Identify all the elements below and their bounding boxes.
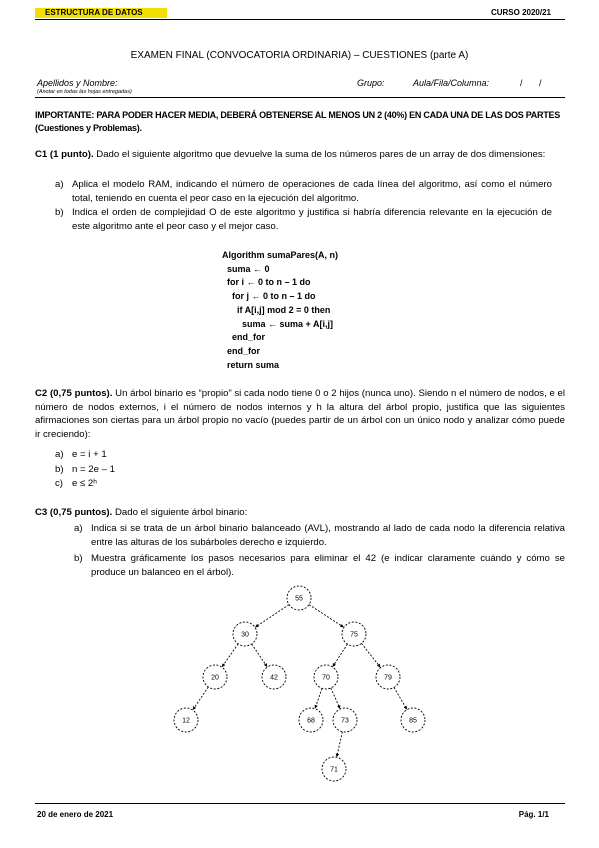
tree-node-label: 79 <box>384 674 392 682</box>
algorithm-line: suma ← suma + A[i,j] <box>222 318 333 329</box>
header-course: CURSO 2020/21 <box>490 8 551 17</box>
tree-edge-arrow <box>336 753 339 757</box>
tree-node-label: 12 <box>182 717 190 725</box>
c2-label: C2 (0,75 puntos). <box>35 388 113 399</box>
c2-item-label: c) <box>55 478 63 489</box>
c2-item-label: b) <box>55 463 64 475</box>
c2-text: Un árbol binario es “propio” si cada nodo tiene 0 o 2 hijos (nunca uno). Siendo n el número de nodos, e el número de nodos externos, i el número de nodos internos y h la altura del árbol propio, justifica que las siguientes afirmaciones son ciertas para un árbol propio no vacío (puedes partir de un árbol con un único nodo y analizar cómo puede ir creciendo): <box>35 388 566 440</box>
footer-page: Pág. 1/1 <box>518 810 549 819</box>
tree-node-label: 30 <box>241 631 249 639</box>
c3-label: C3 (0,75 puntos). <box>35 507 113 518</box>
c3-item-a-text: Indica si se trata de un árbol binario balanceado (AVL), mostrando al lado de cada nodo la diferencia relativa entre las alturas de los subárboles derecho e izquierdo. <box>91 523 565 548</box>
tree-edge <box>361 643 378 665</box>
tree-edge-arrow <box>315 705 318 709</box>
tree-node-label: 85 <box>409 717 417 725</box>
seat-label: Aula/Fila/Columna: <box>413 78 490 88</box>
tree-edge <box>334 644 347 664</box>
important-note: IMPORTANTE: PARA PODER HACER MEDIA, DEBERÁ OBTENERSE AL MENOS UN 2 (40%) EN CADA UNA DE LAS DOS PARTES (Cuestiones y Problemas). <box>35 110 561 133</box>
group-label: Grupo: <box>357 78 385 88</box>
tree-edge <box>337 732 342 755</box>
tree-node-label: 75 <box>350 631 358 639</box>
tree-edge <box>331 688 339 706</box>
tree-edge-arrow <box>222 663 225 667</box>
c2-item-text: e ≤ 2ʰ <box>72 478 97 489</box>
footer-date: 20 de enero de 2021 <box>37 810 114 819</box>
name-note: (Anotar en todas las hojas entregadas) <box>37 89 132 95</box>
algorithm-line: return suma <box>222 359 280 370</box>
c2-item-text: n = 2e – 1 <box>72 463 115 475</box>
tree-edge <box>257 605 289 626</box>
c3-item-a-label: a) <box>74 523 83 534</box>
tree-node-label: 55 <box>295 595 303 603</box>
tree-edge <box>194 687 208 708</box>
algorithm-line: for j ← 0 to n – 1 do <box>222 291 316 302</box>
c3-item-b-label: b) <box>74 553 83 564</box>
algorithm-line: suma ← 0 <box>222 263 270 274</box>
c1-item-b-label: b) <box>55 207 64 218</box>
tree-edge <box>224 644 239 665</box>
name-label: Apellidos y Nombre: <box>37 78 118 88</box>
algorithm-line: for i ← 0 to n – 1 do <box>222 277 311 288</box>
tree-edge <box>394 687 405 707</box>
exam-title: EXAMEN FINAL (CONVOCATORIA ORDINARIA) – CUESTIONES (parte A) <box>130 50 469 61</box>
tree-node-label: 71 <box>330 766 338 774</box>
c1-label: C1 (1 punto). <box>35 149 94 160</box>
c2-item-text: e = i + 1 <box>72 449 107 460</box>
tree-edge-arrow <box>193 706 196 710</box>
c3-item-b-text: Muestra gráficamente los pasos necesarios para eliminar el 42 (e indicar claramente cuándo y cómo se produce un balanceo en el árbol). <box>91 553 565 578</box>
c2-item-label: a) <box>55 449 64 460</box>
tree-edge <box>252 644 266 665</box>
c1-text: Dado el siguiente algoritmo que devuelve la suma de los números pares de un array de dos dimensiones: <box>96 149 546 160</box>
c1-item-a-label: a) <box>55 179 64 190</box>
c1-item-a-text: Aplica el modelo RAM, indicando el número de operaciones de cada línea del algoritmo, así como el número total, teniendo en cuenta el peor caso en la ejecución del algoritmo. <box>72 179 552 204</box>
algorithm-line: end_for <box>222 345 261 356</box>
footer-divider <box>35 803 565 804</box>
tree-edge-arrow <box>264 663 267 667</box>
tree-node-label: 73 <box>341 717 349 725</box>
algorithm-line: end_for <box>222 332 266 343</box>
c3-text: Dado el siguiente árbol binario: <box>114 507 248 518</box>
c1-item-b-text: Indica el orden de complejidad O de este algoritmo y justifica si habría diferencia relevante en la ejecución de este algoritmo ante el peor caso y el mejor caso. <box>72 207 552 232</box>
tree-node-label: 70 <box>322 674 330 682</box>
seat-value: / / <box>520 78 542 88</box>
algorithm-line: Algorithm sumaPares(A, n) <box>222 250 339 260</box>
header-subject: ESTRUCTURA DE DATOS <box>35 8 167 18</box>
tree-node-label: 20 <box>211 674 219 682</box>
tree-edge <box>309 605 341 626</box>
tree-node-label: 42 <box>270 674 278 682</box>
tree-edge <box>316 688 322 706</box>
tree-node-label: 68 <box>307 717 315 725</box>
algorithm-line: if A[i,j] mod 2 = 0 then <box>222 304 331 315</box>
